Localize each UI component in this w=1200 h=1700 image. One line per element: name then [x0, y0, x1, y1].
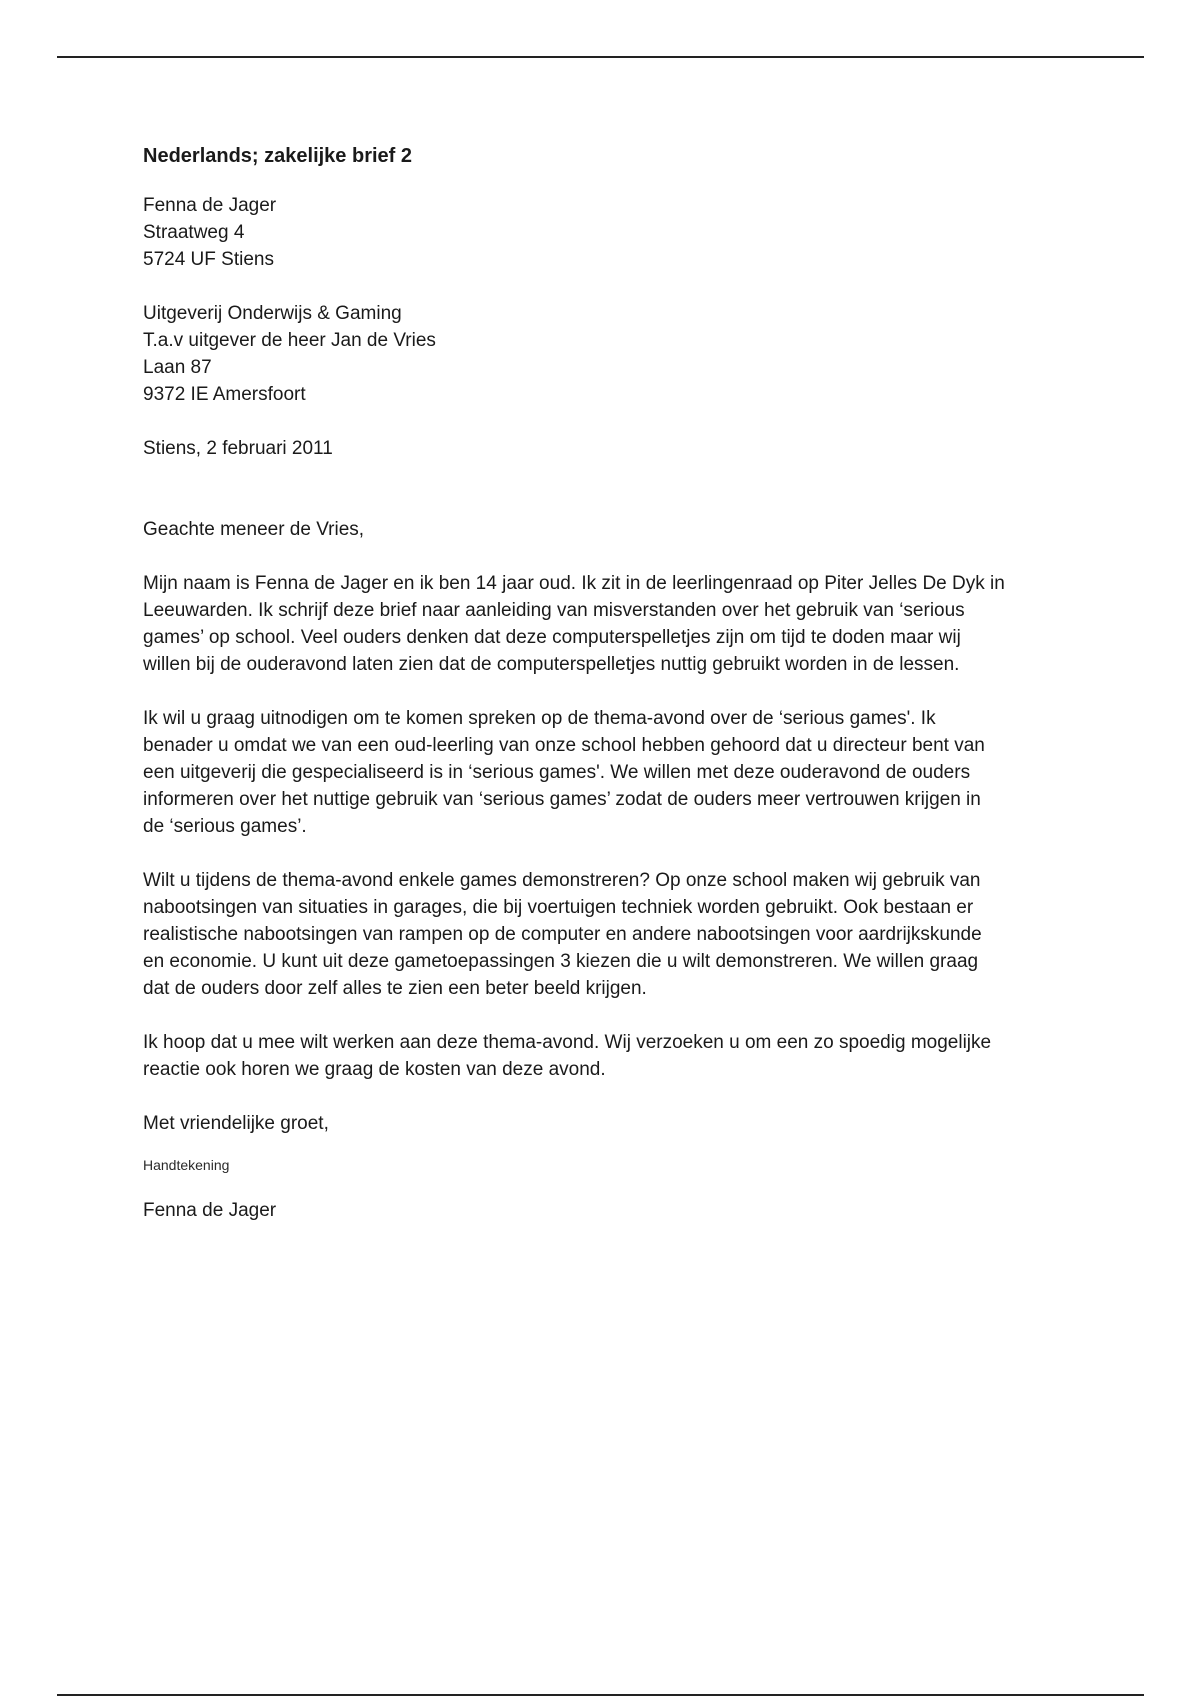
- recipient-address: [143, 300, 1063, 408]
- paragraph-1: [143, 570, 1063, 678]
- paragraph-line: en economie. U kunt uit deze gametoepassingen 3 kiezen die u wilt demonstreren. We willen graag: [143, 951, 979, 972]
- paragraph-line: reactie ook horen we graag de kosten van deze avond.: [143, 1059, 606, 1080]
- bottom-rule: [57, 1694, 1144, 1696]
- paragraph-line: dat de ouders door zelf alles te zien een beter beeld krijgen.: [143, 978, 647, 999]
- sender-address: [143, 192, 1063, 273]
- recipient-company: Uitgeverij Onderwijs & Gaming: [143, 303, 402, 324]
- paragraph-2: [143, 705, 1063, 840]
- recipient-postal-city: 9372 IE Amersfoort: [143, 384, 306, 405]
- paragraph-line: Ik hoop dat u mee wilt werken aan deze thema-avond. Wij verzoeken u om een zo spoedig mogelijke: [143, 1032, 992, 1053]
- paragraph-line: Ik wil u graag uitnodigen om te komen spreken op de thema-avond over de ‘serious games'. Ik: [143, 708, 936, 729]
- paragraph-line: nabootsingen van situaties in garages, die bij voertuigen techniek worden gebruikt. Ook bestaan er: [143, 897, 974, 918]
- paragraph-line: Mijn naam is Fenna de Jager en ik ben 14 jaar oud. Ik zit in de leerlingenraad op Piter Jelles De Dyk in: [143, 573, 1005, 594]
- paragraph-line: een uitgeverij die gespecialiseerd is in ‘serious games'. We willen met deze ouderavond de ouders: [143, 762, 971, 783]
- letter-body: [143, 142, 1063, 1224]
- signed-name: Fenna de Jager: [143, 1200, 277, 1221]
- closing: Met vriendelijke groet,: [143, 1113, 329, 1134]
- letter-date: Stiens, 2 februari 2011: [143, 438, 333, 459]
- sender-name: Fenna de Jager: [143, 195, 277, 216]
- document-title: Nederlands; zakelijke brief 2: [143, 145, 413, 167]
- sender-postal-city: 5724 UF Stiens: [143, 249, 274, 270]
- recipient-street: Laan 87: [143, 357, 212, 378]
- paragraph-line: Wilt u tijdens de thema-avond enkele games demonstreren? Op onze school maken wij gebruik van: [143, 870, 981, 891]
- paragraph-line: benader u omdat we van een oud-leerling van onze school hebben gehoord dat u directeur bent van: [143, 735, 985, 756]
- paragraph-line: de ‘serious games’.: [143, 816, 307, 837]
- paragraph-4: [143, 1029, 1063, 1083]
- sender-street: Straatweg 4: [143, 222, 245, 243]
- signature: Handtekening: [143, 1157, 230, 1173]
- top-rule: [57, 56, 1144, 58]
- paragraph-line: willen bij de ouderavond laten zien dat de computerspelletjes nuttig gebruikt worden in de lessen.: [143, 654, 960, 675]
- salutation: Geachte meneer de Vries,: [143, 519, 365, 540]
- paragraph-line: informeren over het nuttige gebruik van ‘serious games’ zodat de ouders meer vertrouwen krijgen in: [143, 789, 981, 810]
- recipient-attention: T.a.v uitgever de heer Jan de Vries: [143, 330, 436, 351]
- paragraph-line: realistische nabootsingen van rampen op de computer en andere nabootsingen voor aardrijkskunde: [143, 924, 982, 945]
- paragraph-line: Leeuwarden. Ik schrijf deze brief naar aanleiding van misverstanden over het gebruik van ‘serious: [143, 600, 965, 621]
- paragraph-3: [143, 867, 1063, 1002]
- paragraph-line: games’ op school. Veel ouders denken dat deze computerspelletjes zijn om tijd te doden maar wij: [143, 627, 961, 648]
